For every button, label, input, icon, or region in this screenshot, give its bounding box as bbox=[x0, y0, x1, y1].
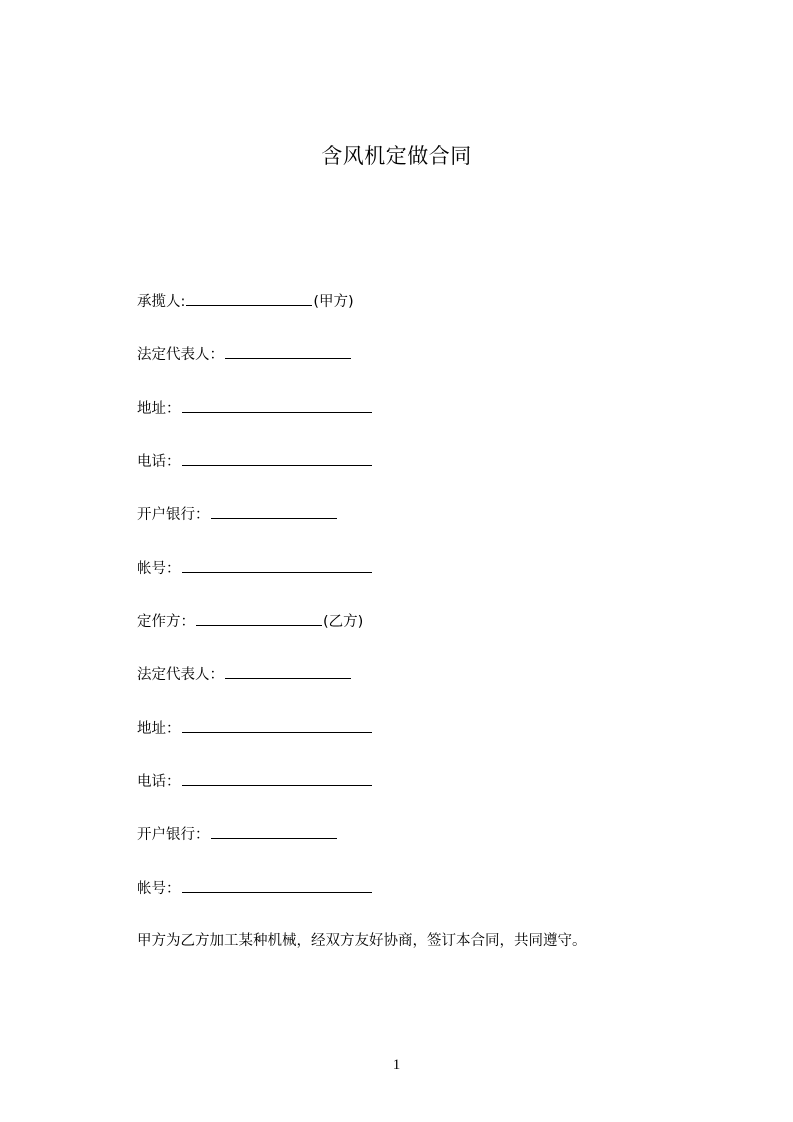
party-a-account-label: 帐号： bbox=[137, 561, 181, 577]
party-a-rep-blank bbox=[225, 343, 351, 359]
party-b-bank-label: 开户银行： bbox=[137, 827, 210, 843]
party-a-name-line bbox=[137, 290, 354, 313]
party-b-account-label: 帐号： bbox=[137, 881, 181, 897]
party-b-bank-blank bbox=[211, 823, 337, 839]
party-a-name-label: 承揽人: bbox=[137, 294, 186, 310]
party-a-phone-label: 电话： bbox=[137, 454, 181, 470]
party-a-phone-line bbox=[137, 450, 373, 473]
party-a-address-line bbox=[137, 397, 373, 420]
page-number: 1 bbox=[392, 1057, 401, 1073]
party-a-bank-blank bbox=[211, 503, 337, 519]
party-b-phone-line bbox=[137, 770, 373, 793]
party-b-rep-blank bbox=[225, 663, 351, 679]
party-b-bank-line bbox=[137, 823, 338, 846]
party-a-account-line bbox=[137, 557, 373, 580]
party-a-rep-label: 法定代表人： bbox=[137, 347, 224, 363]
party-a-account-blank bbox=[182, 557, 372, 573]
party-a-phone-blank bbox=[182, 450, 372, 466]
party-b-name-blank bbox=[196, 610, 322, 626]
party-b-phone-label: 电话： bbox=[137, 774, 181, 790]
party-b-name-suffix: (乙方) bbox=[323, 614, 364, 630]
contract-intro: 甲方为乙方加工某种机械，经双方友好协商，签订本合同，共同遵守。 bbox=[137, 933, 587, 949]
party-a-name-suffix: (甲方) bbox=[313, 294, 354, 310]
party-a-rep-line bbox=[137, 343, 352, 366]
party-b-address-label: 地址： bbox=[137, 721, 181, 737]
party-b-account-line bbox=[137, 877, 373, 900]
party-b-rep-label: 法定代表人： bbox=[137, 667, 224, 683]
document-title: 含风机定做合同 bbox=[321, 144, 472, 168]
party-b-phone-blank bbox=[182, 770, 372, 786]
party-a-bank-label: 开户银行： bbox=[137, 507, 210, 523]
party-b-name-label: 定作方： bbox=[137, 614, 195, 630]
party-a-name-blank bbox=[186, 290, 312, 306]
party-b-name-line bbox=[137, 610, 363, 633]
party-b-address-blank bbox=[182, 717, 372, 733]
party-a-address-label: 地址： bbox=[137, 401, 181, 417]
party-b-address-line bbox=[137, 717, 373, 740]
party-a-address-blank bbox=[182, 397, 372, 413]
party-a-bank-line bbox=[137, 503, 338, 526]
party-b-rep-line bbox=[137, 663, 352, 686]
party-b-account-blank bbox=[182, 877, 372, 893]
